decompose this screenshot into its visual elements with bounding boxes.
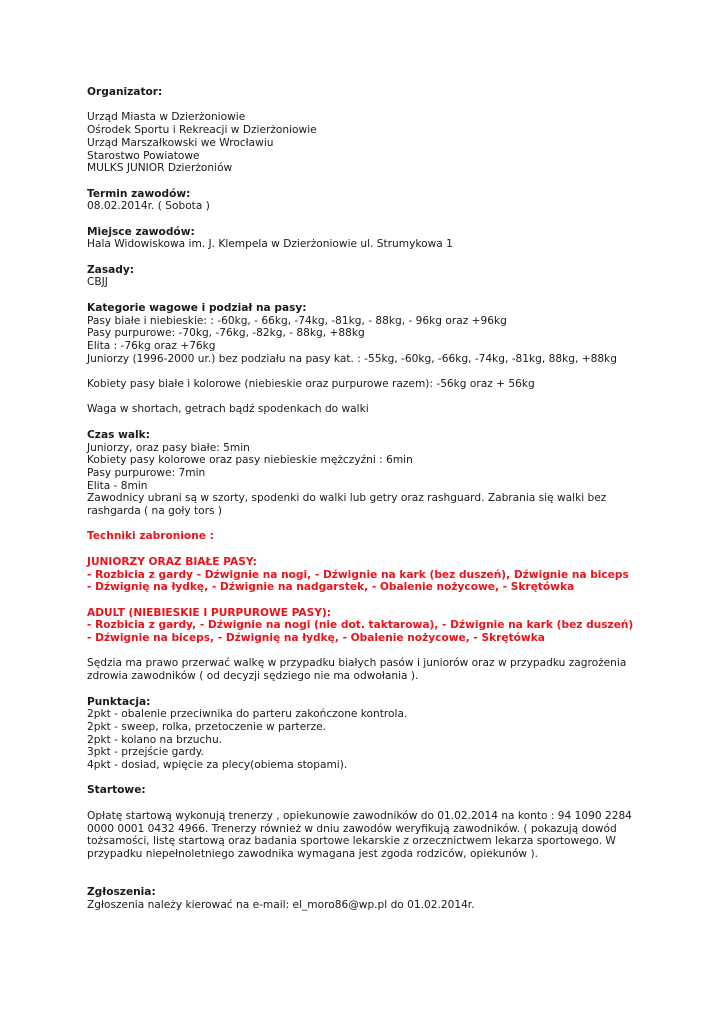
adult-forbidden-line: - Dźwignie na biceps, - Dźwignię na łydkę, - Obalenie nożycowe, - Skrętówka	[87, 632, 545, 645]
date-section	[87, 188, 647, 213]
category-line: Pasy purpurowe: -70kg, -76kg, -82kg, - 88kg, +88kg	[87, 327, 365, 340]
date-value: 08.02.2014r. ( Sobota )	[87, 200, 210, 213]
weigh-in-note: Waga w shortach, getrach bądź spodenkach do walki	[87, 403, 369, 416]
fee-heading: Startowe:	[87, 784, 146, 797]
time-heading: Czas walk:	[87, 428, 150, 441]
categories-section	[87, 302, 647, 416]
registration-section	[87, 886, 647, 911]
organizer-line: Urząd Miasta w Dzierżoniowie	[87, 111, 246, 124]
document-page	[87, 86, 647, 911]
organizer-heading: Organizator:	[87, 86, 163, 98]
registration-heading: Zgłoszenia:	[87, 886, 156, 899]
organizer-line: Ośrodek Sportu i Rekreacji w Dzierżoniowie	[87, 124, 317, 137]
juniors-heading: JUNIORZY ORAZ BIAŁE PASY:	[87, 555, 257, 568]
fee-line: 0000 0001 0432 4966. Trenerzy również w dniu zawodów weryfikują zawodników. ( pokazują dowód	[87, 822, 617, 835]
rules-value: CBJJ	[87, 276, 108, 289]
time-line: Kobiety pasy kolorowe oraz pasy niebieskie mężczyźni : 6min	[87, 454, 413, 467]
scoring-section	[87, 696, 647, 772]
referee-line: Sędzia ma prawo przerwać walkę w przypadku białych pasów i juniorów oraz w przypadku zagrożenia	[87, 657, 627, 670]
adult-heading: ADULT (NIEBIESKIE I PURPUROWE PASY):	[87, 606, 332, 619]
registration-value: Zgłoszenia należy kierować na e-mail: el_moro86@wp.pl do 01.02.2014r.	[87, 898, 475, 911]
forbidden-section	[87, 530, 647, 644]
venue-section	[87, 226, 647, 251]
forbidden-heading: Techniki zabronione :	[87, 530, 214, 543]
category-line: Elita : -76kg oraz +76kg	[87, 339, 216, 352]
category-line: Juniorzy (1996-2000 ur.) bez podziału na pasy kat. : -55kg, -60kg, -66kg, -74kg, -81kg, 88kg, +88kg	[87, 352, 617, 365]
adult-forbidden-line: - Rozbicia z gardy, - Dźwignie na nogi (nie dot. taktarowa), - Dźwignie na kark (bez duszeń)	[87, 619, 634, 632]
venue-value: Hala Widowiskowa im. J. Klempela w Dzierżoniowie ul. Strumykowa 1	[87, 238, 453, 251]
rules-heading: Zasady:	[87, 263, 135, 276]
time-section	[87, 429, 647, 518]
referee-line: zdrowia zawodników ( od decyzji sędziego nie ma odwołania ).	[87, 670, 419, 683]
scoring-line: 3pkt - przejście gardy.	[87, 746, 204, 759]
fee-line: tożsamości, listę startową oraz badania sportowe lekarskie z orzecznictwem lekarza sportowego. W	[87, 835, 616, 848]
organizer-line: MULKS JUNIOR Dzierżoniów	[87, 162, 233, 175]
time-line: Elita - 8min	[87, 479, 148, 492]
dress-code-line: rashgarda ( na goły tors )	[87, 505, 222, 518]
juniors-forbidden-line: - Dźwignię na łydkę, - Dźwignie na nadgarstek, - Obalenie nożycowe, - Skrętówka	[87, 581, 575, 594]
fee-section	[87, 784, 647, 860]
fee-line: przypadku niepełnoletniego zawodnika wymagana jest zgoda rodziców, opiekunów ).	[87, 847, 538, 860]
fee-line: Opłatę startową wykonują trenerzy , opiekunowie zawodników do 01.02.2014 na konto : 94 1090 2284	[87, 809, 632, 822]
scoring-line: 2pkt - obalenie przeciwnika do parteru zakończone kontrola.	[87, 708, 408, 721]
venue-heading: Miejsce zawodów:	[87, 225, 195, 238]
rules-section	[87, 264, 647, 289]
dress-code-line: Zawodnicy ubrani są w szorty, spodenki do walki lub getry oraz rashguard. Zabrania się walki bez	[87, 492, 607, 505]
juniors-forbidden-line: - Rozbicia z gardy - Dźwignie na nogi, - Dźwignie na kark (bez duszeń), Dźwignie na biceps	[87, 568, 629, 581]
referee-section	[87, 657, 647, 682]
time-line: Pasy purpurowe: 7min	[87, 466, 206, 479]
date-heading: Termin zawodów:	[87, 187, 191, 200]
scoring-line: 2pkt - kolano na brzuchu.	[87, 733, 223, 746]
organizer-line: Urząd Marszałkowski we Wrocławiu	[87, 136, 274, 149]
organizer-line: Starostwo Powiatowe	[87, 149, 200, 162]
scoring-heading: Punktacja:	[87, 695, 151, 708]
scoring-line: 2pkt - sweep, rolka, przetoczenie w parterze.	[87, 720, 327, 733]
scoring-line: 4pkt - dosiad, wpięcie za plecy(obiema stopami).	[87, 759, 348, 772]
women-categories: Kobiety pasy białe i kolorowe (niebieskie oraz purpurowe razem): -56kg oraz + 56kg	[87, 378, 535, 391]
category-line: Pasy białe i niebieskie: : -60kg, - 66kg, -74kg, -81kg, - 88kg, - 96kg oraz +96kg	[87, 314, 507, 327]
time-line: Juniorzy, oraz pasy białe: 5min	[87, 441, 250, 454]
categories-heading: Kategorie wagowe i podział na pasy:	[87, 301, 307, 314]
organizer-section	[87, 86, 647, 175]
